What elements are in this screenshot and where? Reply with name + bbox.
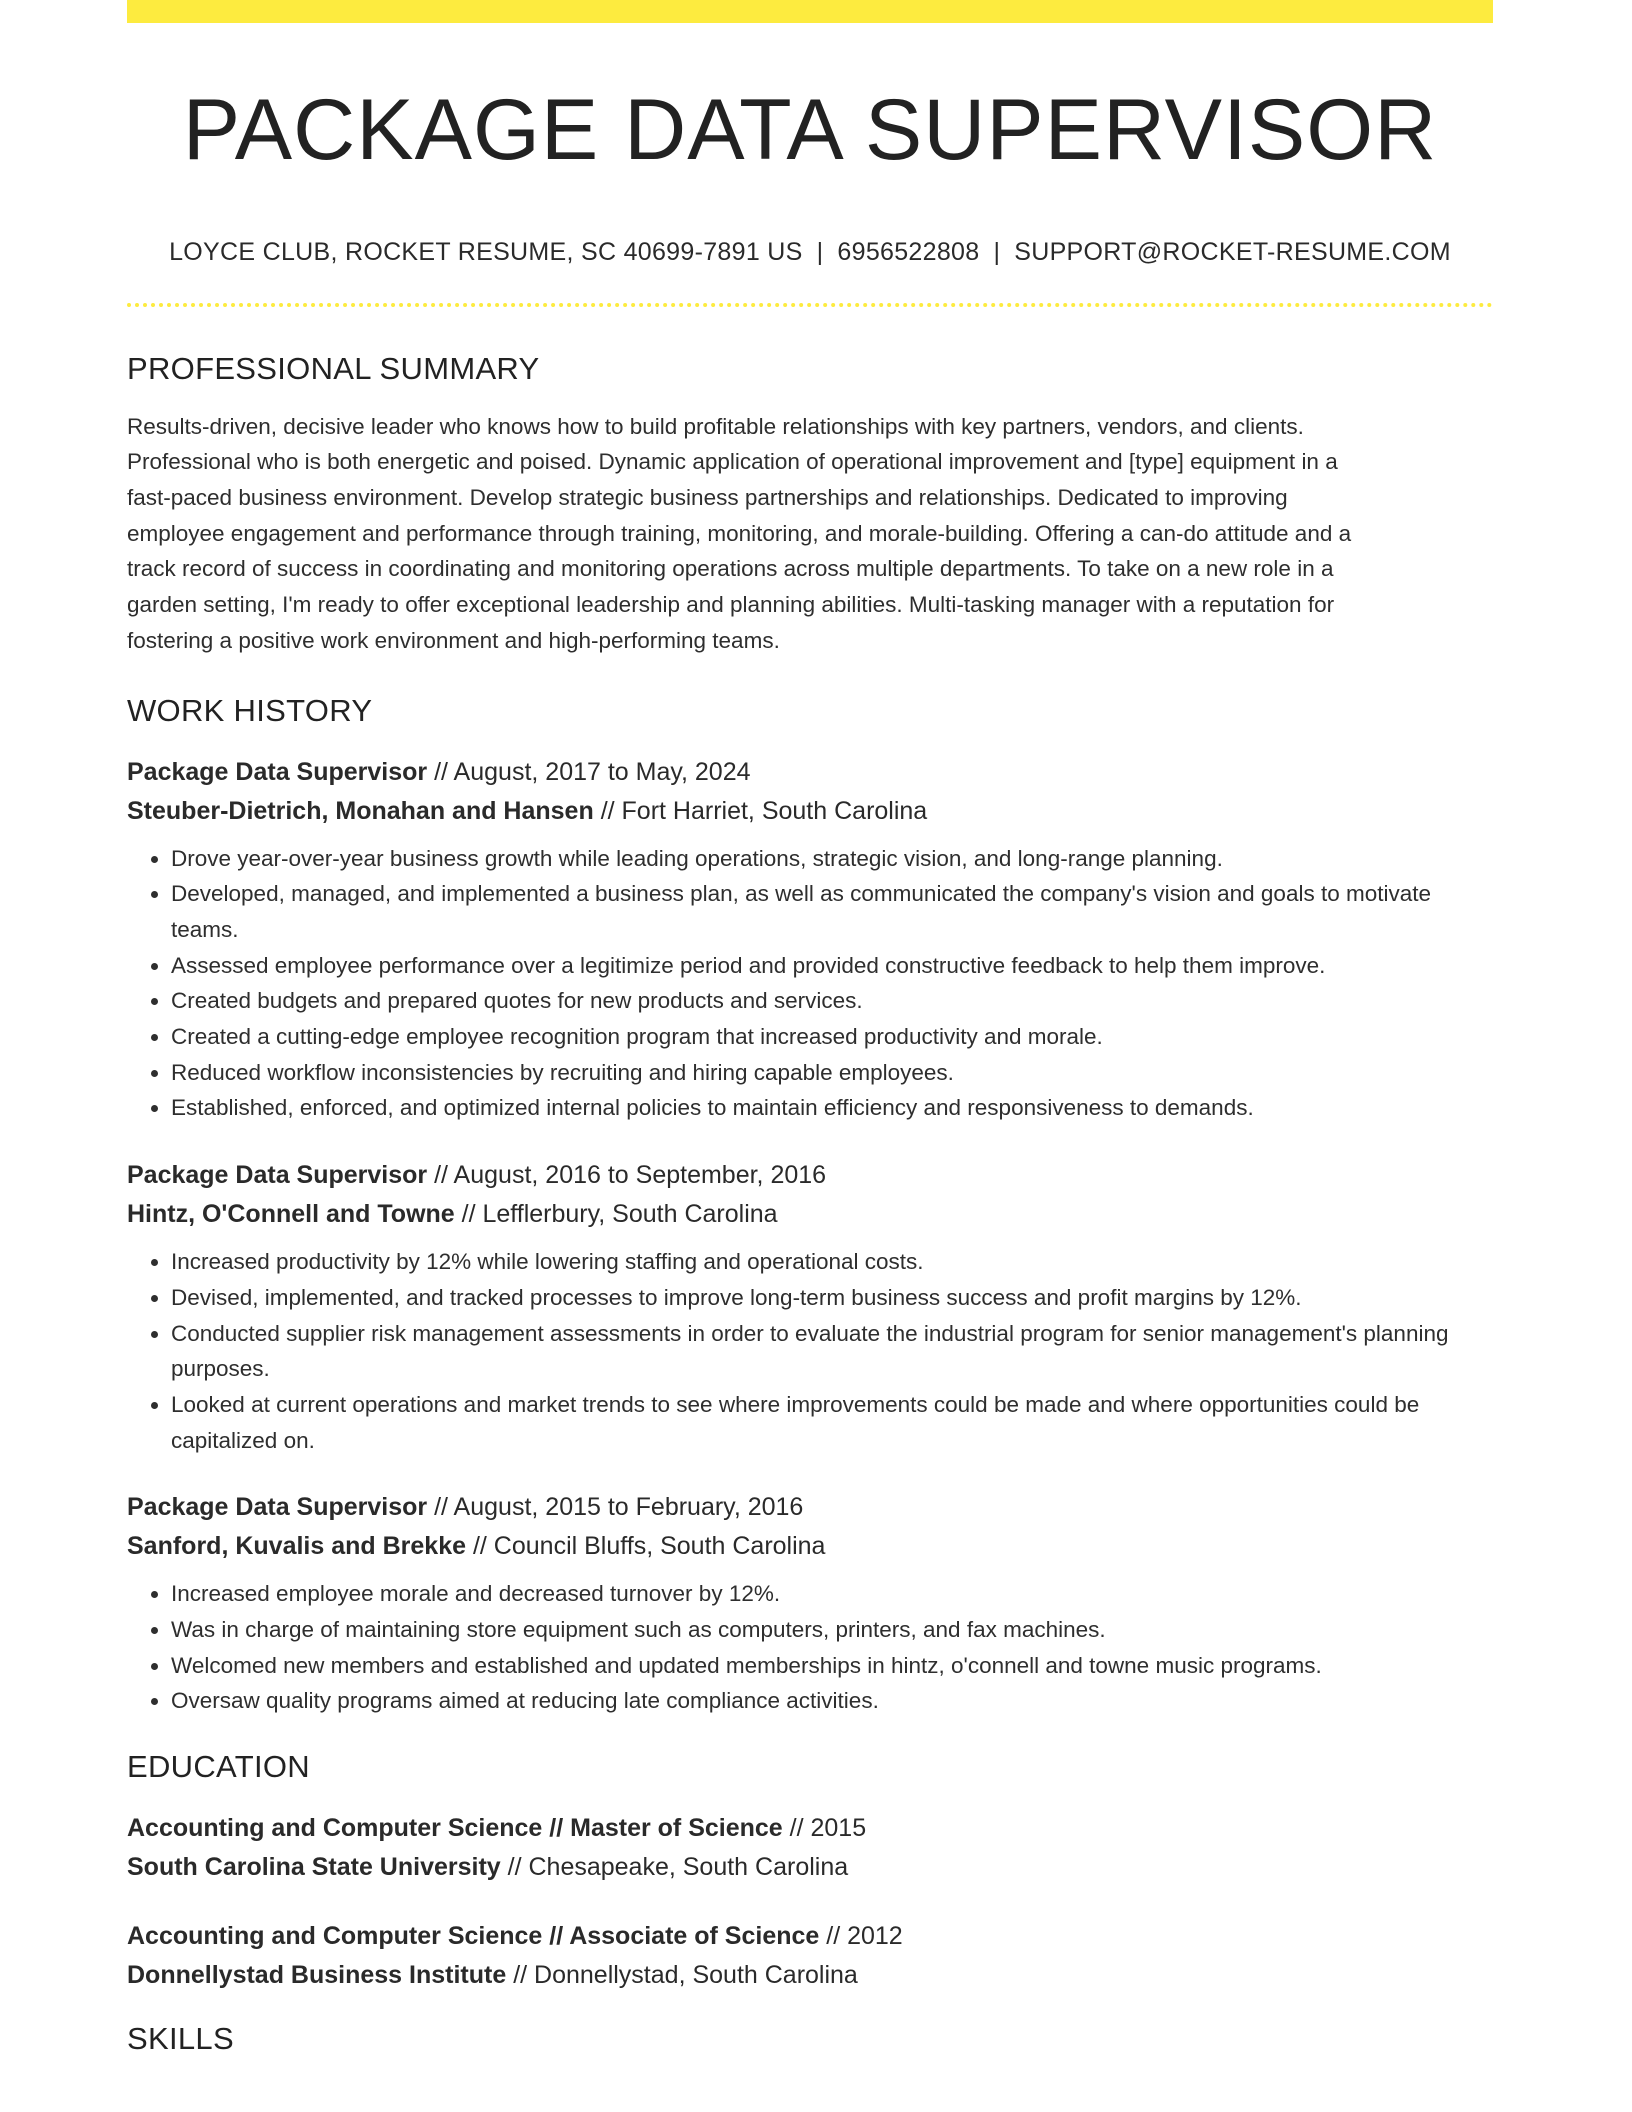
job-bullets [127, 841, 1493, 1127]
summary-line: Results-driven, decisive leader who knows how to build profitable relationships with key partners, vendors, and clients. [127, 413, 1304, 439]
work-history-heading: WORK HISTORY [127, 692, 373, 728]
job-title-line [127, 753, 1493, 792]
education-year: // 2015 [782, 1814, 867, 1843]
job-company: Steuber-Dietrich, Monahan and Hansen [127, 796, 594, 825]
job-company-line [127, 1195, 1493, 1234]
job-bullet: • Oversaw quality programs aimed at reducing late compliance activities. [171, 1683, 1493, 1719]
summary-line: track record of success in coordinating and monitoring operations across multiple departments. To take on a new role in a [127, 556, 1334, 582]
job-company: Hintz, O'Connell and Towne [127, 1200, 455, 1229]
education-entry [127, 1917, 1493, 1995]
education-location: // Chesapeake, South Carolina [500, 1853, 849, 1882]
job-location: // Fort Harriet, South Carolina [593, 796, 928, 825]
job-entry [127, 753, 1493, 1127]
education-degree: Accounting and Computer Science // Associate of Science [127, 1922, 820, 1951]
job-dates: // August, 2017 to May, 2024 [427, 757, 751, 786]
top-accent-bar [127, 0, 1493, 23]
job-bullet: • Established, enforced, and optimized internal policies to maintain efficiency and responsiveness to demands. [171, 1090, 1493, 1126]
job-entry [127, 1156, 1493, 1458]
job-dates: // August, 2016 to September, 2016 [427, 1161, 827, 1190]
contact-email: SUPPORT@ROCKET-RESUME.COM [1014, 237, 1451, 266]
job-bullet: • Created a cutting-edge employee recognition program that increased productivity and morale. [171, 1019, 1493, 1055]
job-location: // Council Bluffs, South Carolina [466, 1532, 826, 1561]
education-school: Donnellystad Business Institute [127, 1961, 507, 1990]
header-divider [127, 303, 1493, 307]
education-school: South Carolina State University [127, 1853, 501, 1882]
job-bullet: • Developed, managed, and implemented a business plan, as well as communicated the company's vision and goals to motivate teams. [171, 876, 1493, 947]
contact-line [127, 238, 1493, 267]
education-school-line [127, 1956, 1493, 1995]
contact-phone: 6956522808 [837, 237, 980, 266]
job-role: Package Data Supervisor [127, 757, 428, 786]
resume-page [127, 0, 1493, 2057]
skills-heading: SKILLS [127, 2021, 234, 2057]
job-title-line [127, 1488, 1493, 1527]
job-company: Sanford, Kuvalis and Brekke [127, 1532, 467, 1561]
job-bullet: • Created budgets and prepared quotes for new products and services. [171, 983, 1493, 1019]
job-company-line [127, 792, 1493, 831]
education-year: // 2012 [819, 1922, 903, 1951]
contact-separator: | [816, 237, 824, 266]
job-bullets [127, 1244, 1493, 1458]
job-bullet: • Increased employee morale and decreased turnover by 12%. [171, 1576, 1493, 1612]
education-school-line [127, 1848, 1493, 1887]
education-heading: EDUCATION [127, 1749, 310, 1785]
education-location: // Donnellystad, South Carolina [506, 1961, 858, 1990]
job-bullet: • Was in charge of maintaining store equipment such as computers, printers, and fax machines. [171, 1612, 1493, 1648]
job-title-line [127, 1156, 1493, 1195]
job-entry [127, 1488, 1493, 1719]
job-role: Package Data Supervisor [127, 1161, 428, 1190]
summary-line: employee engagement and performance through training, monitoring, and morale-building. Offering a can-do attitude and a [127, 520, 1352, 546]
job-bullet: • Assessed employee performance over a legitimize period and provided constructive feedback to help them improve. [171, 948, 1493, 984]
job-dates: // August, 2015 to February, 2016 [427, 1493, 804, 1522]
education-degree-line [127, 1917, 1493, 1956]
job-bullet: • Devised, implemented, and tracked processes to improve long-term business success and profit margins by 12%. [171, 1280, 1493, 1316]
job-bullet: • Welcomed new members and established and updated memberships in hintz, o'connell and towne music programs. [171, 1648, 1493, 1684]
job-bullets [127, 1576, 1493, 1719]
education-degree-line [127, 1809, 1493, 1848]
job-bullet: • Drove year-over-year business growth while leading operations, strategic vision, and long-range planning. [171, 841, 1493, 877]
contact-separator: | [993, 237, 1001, 266]
summary-line: garden setting, I'm ready to offer exceptional leadership and planning abilities. Multi-tasking manager with a reputation for [127, 592, 1335, 618]
summary-line: fast-paced business environment. Develop strategic business partnerships and relationships. Dedicated to improving [127, 485, 1288, 510]
summary-line: Professional who is both energetic and poised. Dynamic application of operational improvement and [type] equipment in a [127, 449, 1338, 475]
job-location: // Lefflerbury, South Carolina [454, 1200, 778, 1229]
job-company-line [127, 1527, 1493, 1566]
summary-line: fostering a positive work environment and high-performing teams. [127, 627, 780, 653]
summary-paragraph [127, 409, 1493, 659]
job-bullet: • Looked at current operations and market trends to see where improvements could be made and where opportunities could be capitalized on. [171, 1387, 1493, 1458]
job-bullet: • Reduced workflow inconsistencies by recruiting and hiring capable employees. [171, 1055, 1493, 1091]
job-bullet: • Conducted supplier risk management assessments in order to evaluate the industrial program for senior management's planning purposes. [171, 1316, 1493, 1387]
education-entry [127, 1809, 1493, 1887]
education-degree: Accounting and Computer Science // Master of Science [127, 1814, 783, 1843]
summary-heading: PROFESSIONAL SUMMARY [127, 350, 540, 386]
contact-address: LOYCE CLUB, ROCKET RESUME, SC 40699-7891 US [169, 237, 803, 266]
job-bullet: • Increased productivity by 12% while lowering staffing and operational costs. [171, 1244, 1493, 1280]
resume-name: PACKAGE DATA SUPERVISOR [182, 82, 1438, 178]
job-role: Package Data Supervisor [127, 1493, 428, 1522]
